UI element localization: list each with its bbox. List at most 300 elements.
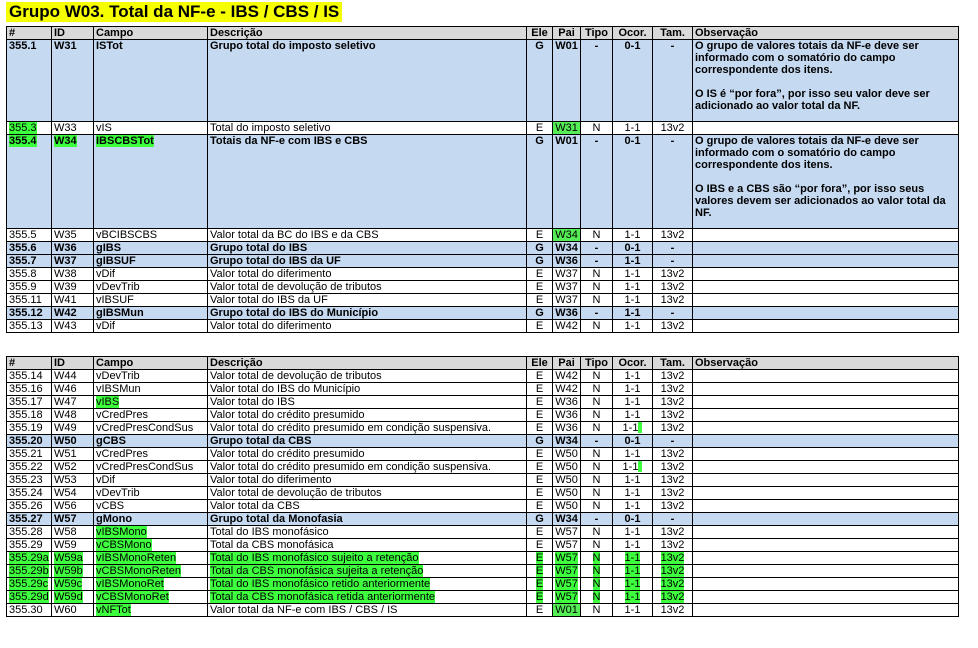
- cell-id: [52, 268, 94, 281]
- cell-pai-text: W42: [555, 370, 578, 382]
- cell-id: [52, 40, 94, 122]
- cell-num-text: 355.30: [9, 604, 43, 616]
- cell-num: [7, 500, 52, 513]
- cell-num: [7, 242, 52, 255]
- cell-ele: [527, 539, 553, 552]
- cell-id-text: W59: [54, 539, 77, 551]
- cell-tam: [653, 435, 693, 448]
- cell-pai-text: W01: [555, 604, 578, 616]
- cell-descricao-text: Valor total do crédito presumido em condição suspensiva.: [210, 461, 492, 473]
- col-header-id: ID: [52, 357, 94, 370]
- col-header-tam: Tam.: [653, 27, 693, 40]
- cell-tam: [653, 40, 693, 122]
- cell-tipo: [581, 591, 613, 604]
- col-header-observacao: Observação: [693, 27, 959, 40]
- cell-descricao: [208, 40, 527, 122]
- cell-tam-text: 13v2: [660, 281, 685, 293]
- cell-pai: [553, 409, 581, 422]
- cell-descricao-text: Valor total de devolução de tributos: [210, 370, 382, 382]
- cell-tipo-text: N: [592, 565, 601, 577]
- cell-tipo-text: N: [592, 383, 601, 395]
- cell-id: [52, 307, 94, 320]
- cell-tam: [653, 320, 693, 333]
- cell-ele: [527, 281, 553, 294]
- cell-ele: [527, 578, 553, 591]
- cell-tipo: [581, 320, 613, 333]
- table-row: [7, 370, 959, 383]
- cell-ele: [527, 242, 553, 255]
- cell-campo: [94, 578, 208, 591]
- cell-tam: [653, 135, 693, 229]
- cell-descricao-text: Grupo total do IBS da UF: [210, 255, 341, 267]
- cell-tipo-text: N: [592, 552, 601, 564]
- cell-tipo-text: N: [592, 396, 601, 408]
- cell-tam-text: 13v2: [660, 370, 685, 382]
- cell-id: [52, 591, 94, 604]
- cell-ocor: [613, 370, 653, 383]
- cell-campo-text: vIS: [96, 122, 112, 134]
- cell-ocor-text: 1-1: [624, 229, 641, 241]
- cell-num-text: 355.28: [9, 526, 43, 538]
- highlight-mark: [638, 461, 642, 472]
- cell-pai: [553, 461, 581, 474]
- cell-tipo-text: N: [592, 526, 601, 538]
- cell-num-text: 355.29b: [9, 565, 49, 577]
- cell-observacao: [693, 268, 959, 281]
- cell-id-text: W38: [54, 268, 77, 280]
- cell-ele: [527, 40, 553, 122]
- cell-descricao: [208, 474, 527, 487]
- cell-ocor: [613, 578, 653, 591]
- cell-ocor: [613, 604, 653, 617]
- cell-tam-text: -: [670, 135, 675, 147]
- cell-pai-text: W50: [555, 474, 578, 486]
- cell-campo-text: ISTot: [96, 40, 123, 52]
- cell-tipo: [581, 268, 613, 281]
- cell-tam: [653, 474, 693, 487]
- cell-descricao: [208, 122, 527, 135]
- cell-campo-text: vDif: [96, 320, 115, 332]
- cell-pai: [553, 229, 581, 242]
- table-row: [7, 461, 959, 474]
- cell-observacao: [693, 539, 959, 552]
- cell-observacao: [693, 552, 959, 565]
- cell-num: [7, 487, 52, 500]
- cell-id-text: W60: [54, 604, 77, 616]
- cell-pai-text: W50: [555, 500, 578, 512]
- cell-id-text: W34: [54, 135, 77, 147]
- table-row: [7, 307, 959, 320]
- cell-ocor-text: 1-1: [624, 409, 641, 421]
- cell-tam: [653, 294, 693, 307]
- cell-pai-text: W01: [555, 40, 578, 52]
- cell-descricao-text: Grupo total do imposto seletivo: [210, 40, 376, 52]
- cell-tipo: [581, 552, 613, 565]
- cell-tipo-text: N: [592, 474, 601, 486]
- cell-num: [7, 255, 52, 268]
- cell-ocor-text: 1-1: [624, 307, 641, 319]
- cell-ele-text: E: [535, 409, 544, 421]
- cell-tipo-text: N: [592, 461, 601, 473]
- cell-num-text: 355.3: [9, 122, 37, 134]
- cell-descricao: [208, 281, 527, 294]
- cell-id: [52, 320, 94, 333]
- cell-id-text: W47: [54, 396, 77, 408]
- cell-ele: [527, 370, 553, 383]
- cell-tipo: [581, 307, 613, 320]
- cell-tam: [653, 370, 693, 383]
- cell-num: [7, 320, 52, 333]
- cell-tipo: [581, 513, 613, 526]
- table-row: [7, 135, 959, 229]
- cell-tam: [653, 578, 693, 591]
- cell-descricao-text: Valor total do crédito presumido em condição suspensiva.: [210, 422, 492, 434]
- cell-tam-text: 13v2: [660, 396, 685, 408]
- cell-pai: [553, 122, 581, 135]
- cell-observacao: [693, 565, 959, 578]
- cell-tipo: [581, 435, 613, 448]
- cell-id-text: W37: [54, 255, 77, 267]
- cell-pai-text: W50: [555, 461, 578, 473]
- cell-ocor-text: 1-1: [624, 591, 641, 603]
- cell-id-text: W59d: [54, 591, 83, 603]
- table-row: [7, 604, 959, 617]
- observacao-note: O IS é “por fora”, por isso seu valor deve ser adicionado ao valor total da NF.: [695, 88, 930, 112]
- header-row: [7, 27, 959, 40]
- cell-id: [52, 135, 94, 229]
- cell-pai-text: W37: [555, 294, 578, 306]
- cell-id: [52, 383, 94, 396]
- cell-tipo-text: N: [592, 487, 601, 499]
- cell-num-text: 355.27: [9, 513, 43, 525]
- col-header-ocor: Ocor.: [613, 27, 653, 40]
- cell-ocor: [613, 268, 653, 281]
- table-row: [7, 474, 959, 487]
- cell-tam-text: -: [670, 255, 675, 267]
- cell-id: [52, 526, 94, 539]
- cell-id: [52, 281, 94, 294]
- cell-campo: [94, 396, 208, 409]
- cell-ocor-text: 0-1: [624, 513, 641, 525]
- cell-pai: [553, 487, 581, 500]
- cell-pai: [553, 281, 581, 294]
- cell-ele-text: E: [535, 383, 544, 395]
- cell-id: [52, 487, 94, 500]
- cell-ele-text: E: [535, 474, 544, 486]
- cell-campo: [94, 435, 208, 448]
- cell-ele-text: G: [535, 242, 544, 254]
- cell-observacao: [693, 435, 959, 448]
- cell-num: [7, 383, 52, 396]
- cell-tam: [653, 500, 693, 513]
- cell-ele: [527, 307, 553, 320]
- cell-pai: [553, 500, 581, 513]
- cell-ele: [527, 526, 553, 539]
- table-row: [7, 320, 959, 333]
- cell-descricao: [208, 513, 527, 526]
- cell-tipo-text: -: [594, 242, 599, 254]
- cell-tipo: [581, 604, 613, 617]
- cell-observacao: [693, 448, 959, 461]
- cell-pai: [553, 604, 581, 617]
- cell-campo: [94, 513, 208, 526]
- cell-num-text: 355.1: [9, 40, 37, 52]
- cell-descricao-text: Grupo total da Monofasia: [210, 513, 343, 525]
- cell-ele-text: E: [535, 320, 544, 332]
- cell-id-text: W44: [54, 370, 77, 382]
- cell-num-text: 355.5: [9, 229, 37, 241]
- cell-campo-text: vCBSMono: [96, 539, 152, 551]
- cell-ocor: [613, 135, 653, 229]
- cell-campo: [94, 294, 208, 307]
- cell-tam-text: 13v2: [660, 122, 685, 134]
- col-header-tipo: Tipo: [581, 27, 613, 40]
- cell-ele: [527, 565, 553, 578]
- cell-pai: [553, 435, 581, 448]
- cell-ocor: [613, 461, 653, 474]
- cell-tipo: [581, 578, 613, 591]
- cell-id: [52, 552, 94, 565]
- cell-tipo: [581, 539, 613, 552]
- cell-id: [52, 578, 94, 591]
- cell-ele-text: E: [535, 370, 544, 382]
- cell-ele: [527, 229, 553, 242]
- cell-num: [7, 448, 52, 461]
- cell-id-text: W49: [54, 422, 77, 434]
- cell-tipo-text: -: [594, 307, 599, 319]
- cell-tipo: [581, 294, 613, 307]
- cell-num-text: 355.29: [9, 539, 43, 551]
- cell-descricao-text: Grupo total da CBS: [210, 435, 312, 447]
- cell-id-text: W54: [54, 487, 77, 499]
- cell-ocor-text: 1-1: [624, 604, 641, 616]
- cell-ocor: [613, 448, 653, 461]
- cell-descricao-text: Valor total de devolução de tributos: [210, 281, 382, 293]
- cell-ocor-text: 0-1: [624, 435, 641, 447]
- table-row: [7, 422, 959, 435]
- cell-pai-text: W37: [555, 268, 578, 280]
- cell-tipo-text: N: [592, 294, 601, 306]
- table-row: [7, 435, 959, 448]
- cell-tipo: [581, 281, 613, 294]
- fields-table-2: [6, 356, 959, 617]
- table-row: [7, 513, 959, 526]
- cell-id: [52, 229, 94, 242]
- cell-tam-text: -: [670, 513, 675, 525]
- col-header-ele: Ele: [527, 357, 553, 370]
- cell-num-text: 355.14: [9, 370, 43, 382]
- cell-num: [7, 396, 52, 409]
- cell-ocor: [613, 307, 653, 320]
- cell-tam: [653, 539, 693, 552]
- cell-campo-text: vNFTot: [96, 604, 131, 616]
- table-row: [7, 526, 959, 539]
- cell-ele-text: E: [535, 448, 544, 460]
- cell-tam: [653, 487, 693, 500]
- cell-pai-text: W57: [555, 552, 578, 564]
- col-header-observacao: Observação: [693, 357, 959, 370]
- cell-tipo: [581, 135, 613, 229]
- cell-campo: [94, 255, 208, 268]
- cell-ocor: [613, 552, 653, 565]
- cell-campo: [94, 591, 208, 604]
- cell-campo: [94, 552, 208, 565]
- cell-id: [52, 255, 94, 268]
- cell-num: [7, 526, 52, 539]
- cell-id: [52, 435, 94, 448]
- cell-observacao: [693, 500, 959, 513]
- cell-pai: [553, 578, 581, 591]
- table-row: [7, 565, 959, 578]
- cell-campo: [94, 383, 208, 396]
- cell-tipo-text: -: [594, 255, 599, 267]
- cell-ele: [527, 474, 553, 487]
- cell-ocor: [613, 435, 653, 448]
- cell-descricao: [208, 370, 527, 383]
- cell-ocor: [613, 513, 653, 526]
- col-header-ele: Ele: [527, 27, 553, 40]
- cell-tipo: [581, 409, 613, 422]
- cell-campo: [94, 539, 208, 552]
- cell-tam-text: -: [670, 40, 675, 52]
- cell-tipo-text: N: [592, 500, 601, 512]
- cell-id: [52, 500, 94, 513]
- cell-ocor-text: 1-1: [624, 552, 641, 564]
- cell-num-text: 355.21: [9, 448, 43, 460]
- cell-ele-text: E: [535, 396, 544, 408]
- cell-campo-text: IBSCBSTot: [96, 135, 154, 147]
- cell-tipo-text: N: [592, 422, 601, 434]
- cell-descricao: [208, 268, 527, 281]
- cell-pai-text: W36: [555, 307, 578, 319]
- cell-num: [7, 122, 52, 135]
- cell-ocor-text: 1-1: [624, 500, 641, 512]
- cell-ocor: [613, 320, 653, 333]
- cell-campo: [94, 268, 208, 281]
- cell-ele: [527, 255, 553, 268]
- cell-observacao: [693, 135, 959, 229]
- cell-tipo-text: N: [592, 268, 601, 280]
- cell-ele-text: E: [535, 500, 544, 512]
- cell-tam-text: 13v2: [660, 320, 685, 332]
- cell-tam-text: 13v2: [660, 552, 685, 564]
- table-row: [7, 229, 959, 242]
- cell-num-text: 355.19: [9, 422, 43, 434]
- cell-campo-text: vDevTrib: [96, 281, 140, 293]
- cell-tam: [653, 242, 693, 255]
- cell-campo: [94, 320, 208, 333]
- cell-campo-text: vIBSMonoReten: [96, 552, 177, 564]
- cell-tipo: [581, 370, 613, 383]
- cell-num: [7, 294, 52, 307]
- cell-ocor-text: 1-1: [622, 422, 639, 434]
- cell-id: [52, 242, 94, 255]
- table-row: [7, 255, 959, 268]
- cell-pai: [553, 40, 581, 122]
- cell-tipo-text: N: [592, 229, 601, 241]
- cell-ocor: [613, 229, 653, 242]
- cell-descricao: [208, 255, 527, 268]
- cell-campo-text: gCBS: [96, 435, 126, 447]
- cell-id-text: W46: [54, 383, 77, 395]
- cell-ocor: [613, 409, 653, 422]
- header-row: [7, 357, 959, 370]
- cell-tipo: [581, 229, 613, 242]
- cell-observacao: [693, 526, 959, 539]
- cell-descricao-text: Total da CBS monofásica retida anteriormente: [210, 591, 436, 603]
- cell-ele: [527, 294, 553, 307]
- cell-descricao-text: Valor total do IBS do Município: [210, 383, 361, 395]
- cell-tipo-text: N: [592, 591, 601, 603]
- cell-ocor-text: 1-1: [624, 383, 641, 395]
- cell-descricao-text: Grupo total do IBS do Município: [210, 307, 379, 319]
- cell-ele-text: E: [535, 461, 544, 473]
- cell-ocor-text: 1-1: [624, 474, 641, 486]
- cell-tam-text: 13v2: [660, 448, 685, 460]
- cell-id-text: W35: [54, 229, 77, 241]
- table-row: [7, 122, 959, 135]
- cell-tam-text: 13v2: [660, 526, 685, 538]
- col-header-campo: Campo: [94, 357, 208, 370]
- cell-ocor: [613, 565, 653, 578]
- cell-pai-text: W31: [555, 122, 578, 134]
- cell-ele: [527, 268, 553, 281]
- cell-num: [7, 604, 52, 617]
- cell-ocor: [613, 383, 653, 396]
- cell-descricao: [208, 565, 527, 578]
- cell-descricao-text: Valor total do IBS da UF: [210, 294, 328, 306]
- cell-descricao-text: Total da CBS monofásica: [210, 539, 334, 551]
- cell-observacao: [693, 396, 959, 409]
- cell-tam-text: 13v2: [660, 229, 685, 241]
- cell-observacao: [693, 307, 959, 320]
- cell-tam-text: -: [670, 435, 675, 447]
- cell-ele: [527, 396, 553, 409]
- table-row: [7, 409, 959, 422]
- cell-ele: [527, 435, 553, 448]
- highlight-mark: [638, 422, 642, 433]
- cell-campo-text: gIBSMun: [96, 307, 144, 319]
- col-header-num: #: [7, 27, 52, 40]
- cell-pai: [553, 135, 581, 229]
- cell-num: [7, 578, 52, 591]
- cell-descricao: [208, 307, 527, 320]
- cell-observacao: [693, 604, 959, 617]
- cell-campo-text: vCBSMonoReten: [96, 565, 181, 577]
- cell-tam-text: 13v2: [660, 500, 685, 512]
- cell-descricao-text: Valor total de devolução de tributos: [210, 487, 382, 499]
- cell-campo-text: vIBSMono: [96, 526, 147, 538]
- cell-ele: [527, 591, 553, 604]
- cell-num-text: 355.6: [9, 242, 37, 254]
- cell-descricao-text: Valor total do diferimento: [210, 268, 332, 280]
- cell-observacao: [693, 578, 959, 591]
- col-header-id: ID: [52, 27, 94, 40]
- cell-tam: [653, 461, 693, 474]
- cell-tam-text: 13v2: [660, 294, 685, 306]
- cell-id-text: W59c: [54, 578, 83, 590]
- cell-campo: [94, 422, 208, 435]
- cell-tipo-text: N: [592, 409, 601, 421]
- cell-ele: [527, 513, 553, 526]
- cell-tipo: [581, 526, 613, 539]
- cell-id-text: W31: [54, 40, 77, 52]
- cell-campo-text: vDif: [96, 268, 115, 280]
- cell-ocor-text: 0-1: [624, 40, 641, 52]
- cell-descricao-text: Valor total do crédito presumido: [210, 409, 365, 421]
- cell-observacao: [693, 370, 959, 383]
- cell-id: [52, 539, 94, 552]
